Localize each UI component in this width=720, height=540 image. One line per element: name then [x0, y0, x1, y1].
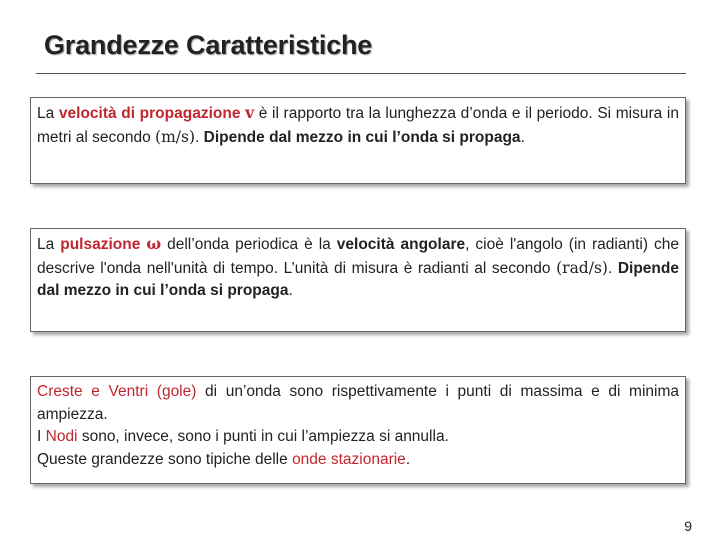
text-segment: dell’onda periodica è la [161, 236, 337, 253]
term-nodes: Nodi [45, 428, 78, 445]
text-segment: . [405, 450, 411, 468]
text-segment: La [37, 105, 59, 122]
text-segment: . [520, 128, 525, 146]
crests-troughs-text [37, 381, 679, 426]
term-pulsation: pulsazione [60, 236, 147, 253]
propagation-speed-box [30, 97, 686, 184]
text-segment: Queste grandezze sono tipiche delle [37, 450, 293, 468]
nodes-text [37, 426, 679, 449]
title-underline [36, 73, 686, 74]
text-segment: sono, invece, sono i punti in cui l’ampiezza si annulla. [77, 428, 449, 445]
text-segment: I [37, 428, 46, 445]
text-segment: . [195, 128, 204, 146]
page-number: 9 [684, 518, 692, 534]
standing-waves-text [37, 449, 679, 472]
medium-dependence-text: Dipende dal mezzo in cui l’onda si propaga [203, 128, 521, 146]
symbol-v: v [245, 103, 255, 122]
term-standing-waves: onde stazionarie [292, 450, 406, 468]
symbol-omega: ω [146, 234, 162, 253]
pulsation-text [37, 233, 679, 303]
term-propagation-speed: velocità di propagazione [58, 105, 246, 122]
unit-m-s: (m/s) [155, 127, 195, 146]
pulsation-box [30, 228, 686, 332]
crests-nodes-box [30, 376, 686, 484]
text-segment: è il rapporto tra la lunghezza d’onda e il periodo. Si misura in metri al secondo [37, 105, 679, 146]
text-segment: di un’onda sono rispettivamente i punti di massima e di minima ampiezza. [37, 383, 679, 423]
unit-rad-s: (rad/s) [556, 258, 608, 277]
text-segment: , cioè l'angolo (in radianti) che descrive l'onda nell'unità di tempo. L’unità di misura è radianti al secondo [37, 236, 679, 277]
text-segment: . [288, 282, 293, 299]
text-segment: . [607, 259, 618, 277]
text-segment: La [37, 236, 61, 253]
term-crests-troughs: Creste e Ventri (gole) [37, 383, 197, 400]
term-angular-velocity: velocità angolare [336, 236, 466, 253]
medium-dependence-text: Dipende dal mezzo in cui l’onda si propaga [37, 259, 679, 299]
propagation-speed-text [37, 102, 679, 149]
page-title: Grandezze Caratteristiche [44, 30, 373, 60]
